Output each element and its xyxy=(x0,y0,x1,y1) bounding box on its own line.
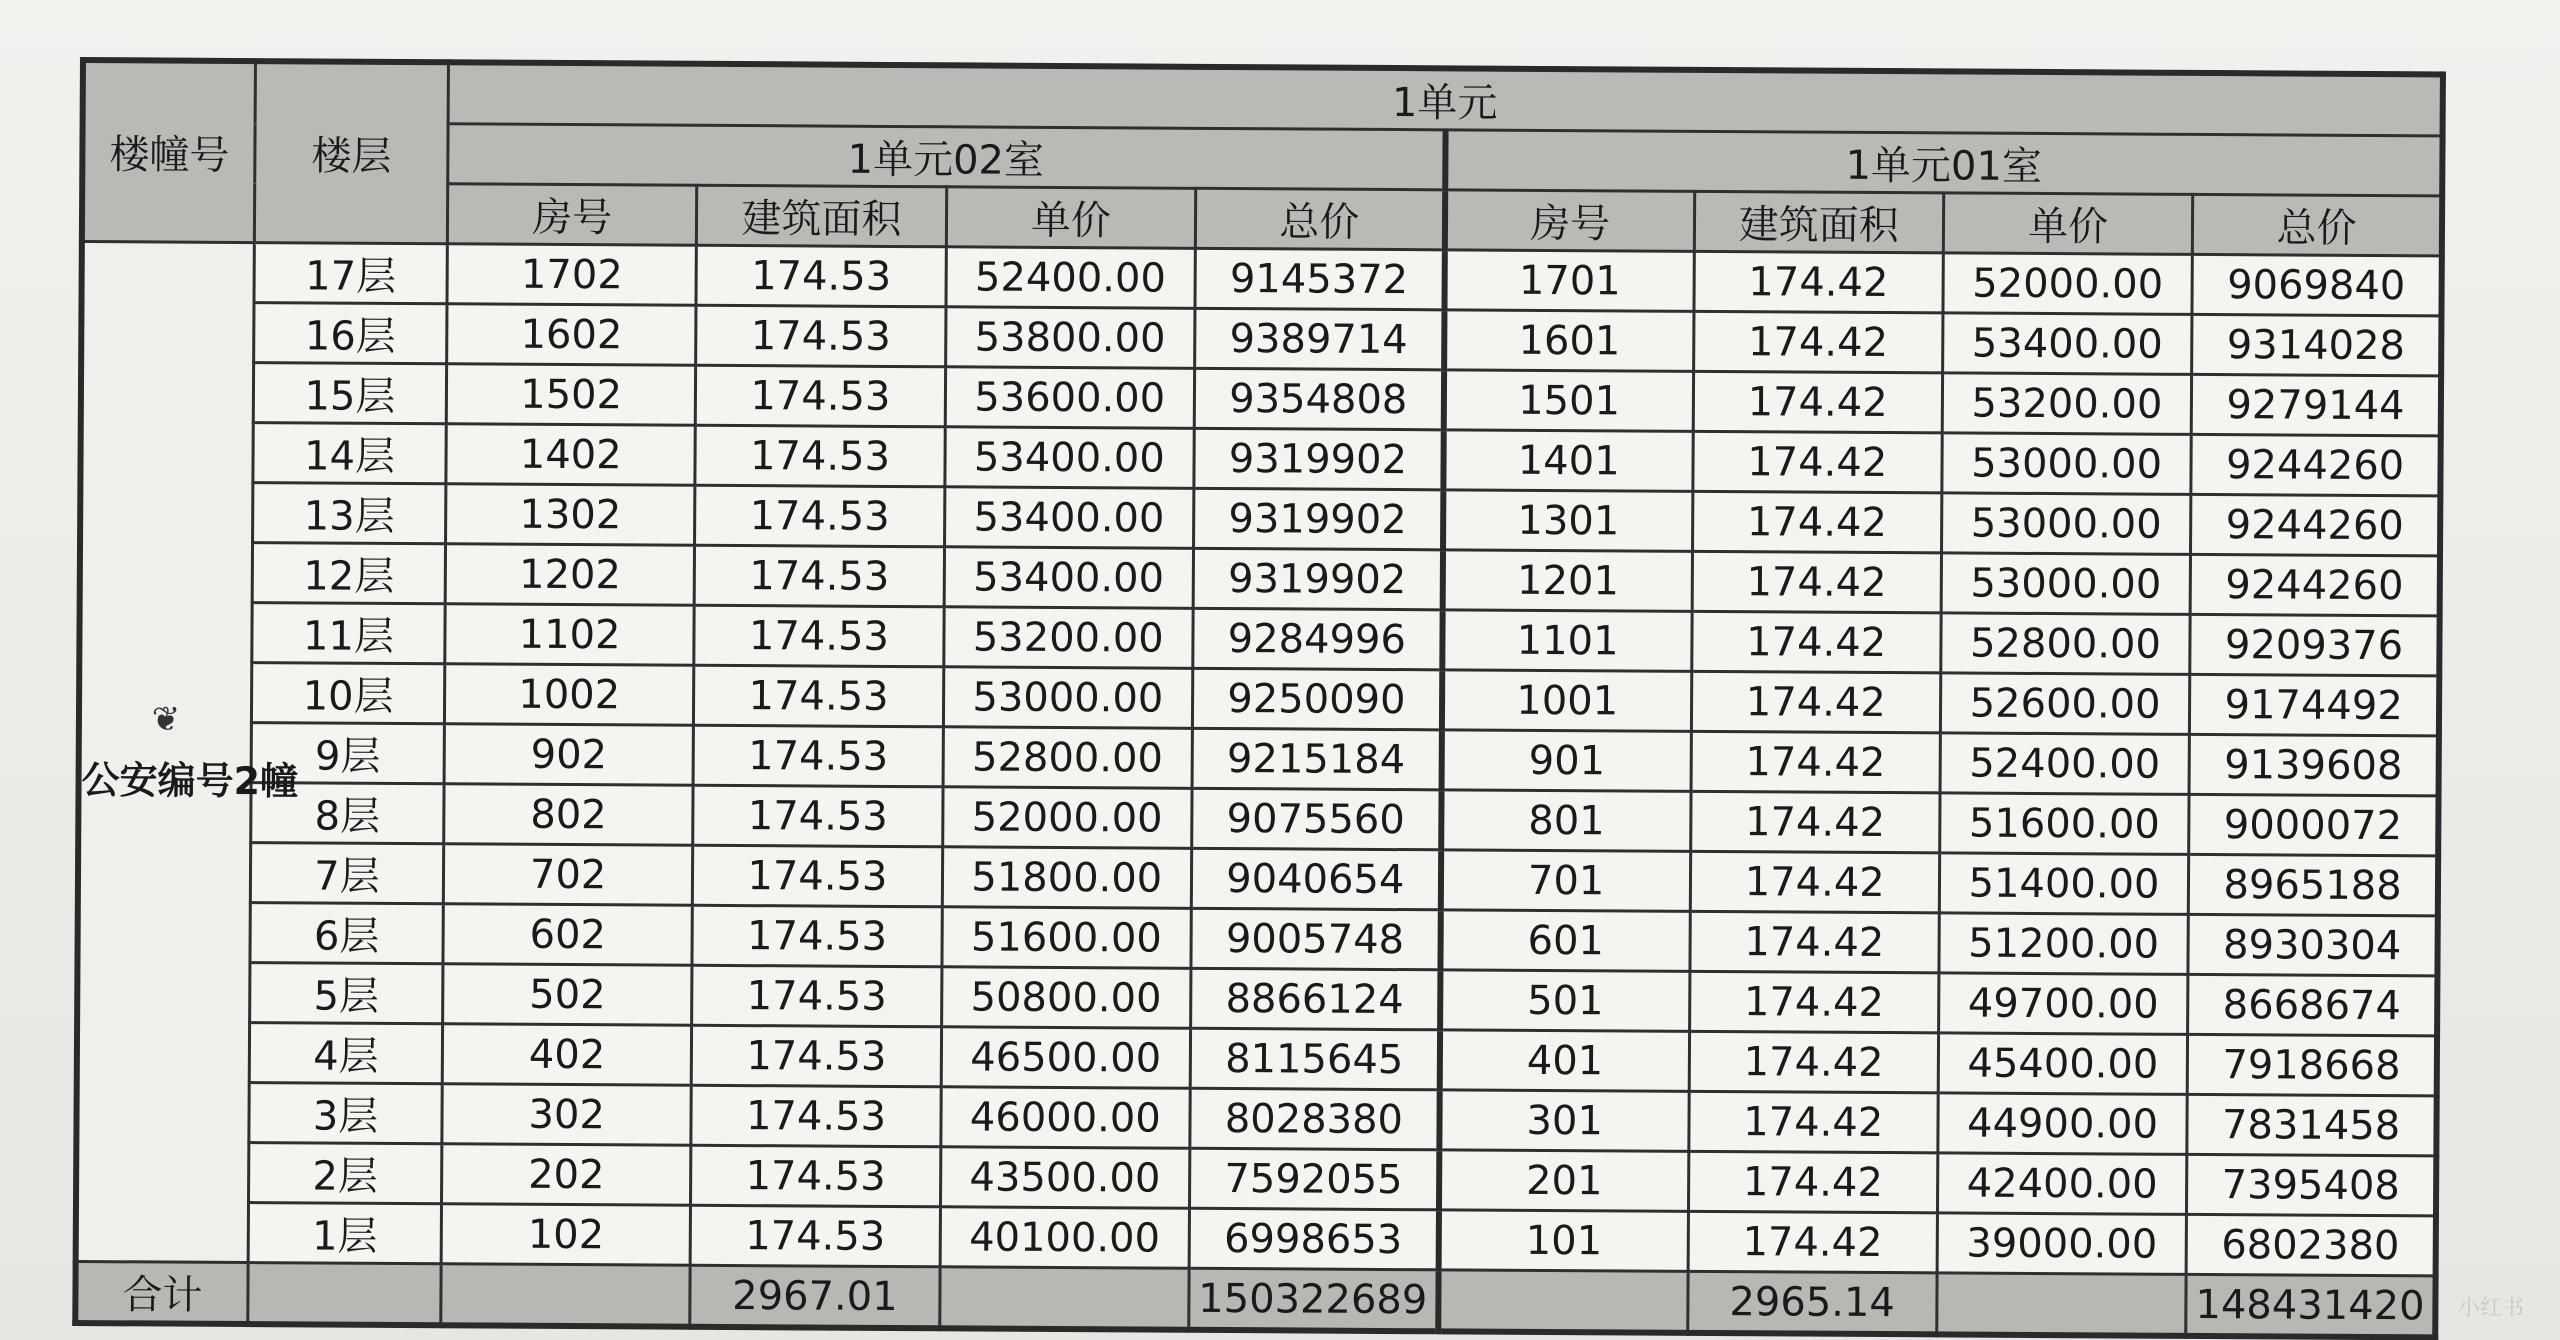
cell-unit-price: 53200.00 xyxy=(943,607,1193,669)
cell-unit-price: 53400.00 xyxy=(945,427,1195,489)
cell-unit-price: 53000.00 xyxy=(1941,493,2191,555)
cell-area: 174.42 xyxy=(1688,1211,1938,1273)
cell-unit-price: 52000.00 xyxy=(1943,253,2193,315)
cell-total-price: 8668674 xyxy=(2188,974,2438,1036)
floor-cell: 2层 xyxy=(249,1143,442,1204)
total-label: 合计 xyxy=(75,1261,248,1324)
total-empty xyxy=(441,1264,691,1327)
cell-total-price: 9075560 xyxy=(1192,788,1442,850)
cell-area: 174.53 xyxy=(694,545,944,607)
cell-area: 174.53 xyxy=(694,605,944,667)
cell-area: 174.53 xyxy=(696,365,946,427)
cell-unit-price: 52800.00 xyxy=(943,727,1193,789)
total-row xyxy=(75,1261,2435,1337)
cell-total-price: 9174492 xyxy=(2190,674,2440,736)
cell-area: 174.53 xyxy=(695,485,945,547)
cell-unit-price: 53000.00 xyxy=(943,667,1193,729)
cell-total-price: 9215184 xyxy=(1192,728,1442,790)
cell-unit-price: 52400.00 xyxy=(946,247,1196,309)
header-col-total-price: 总价 xyxy=(2193,194,2443,256)
header-col-unit-price: 单价 xyxy=(946,187,1196,249)
header-room-02: 1单元02室 xyxy=(448,124,1446,190)
cell-area: 174.53 xyxy=(694,665,944,727)
total-empty xyxy=(1438,1270,1688,1333)
cell-room-no: 301 xyxy=(1439,1090,1689,1152)
cell-area: 174.42 xyxy=(1688,1091,1938,1153)
cell-room-no: 1302 xyxy=(446,484,696,546)
cell-total-price: 9354808 xyxy=(1194,368,1444,430)
cell-room-no: 801 xyxy=(1441,790,1691,852)
header-floor: 楼层 xyxy=(254,61,448,244)
cell-room-no: 701 xyxy=(1441,850,1691,912)
cell-total-price: 8866124 xyxy=(1191,968,1441,1030)
cell-area: 174.42 xyxy=(1691,671,1941,733)
cell-area: 174.42 xyxy=(1690,851,1940,913)
cell-total-price: 6998653 xyxy=(1189,1208,1439,1270)
cell-unit-price: 51400.00 xyxy=(1939,853,2189,915)
cell-unit-price: 51600.00 xyxy=(1940,793,2190,855)
cell-unit-price: 44900.00 xyxy=(1938,1093,2188,1155)
floor-cell: 4层 xyxy=(249,1023,442,1084)
header-col-area: 建筑面积 xyxy=(1694,191,1944,253)
floor-cell: 10层 xyxy=(251,663,444,724)
cell-unit-price: 45400.00 xyxy=(1938,1033,2188,1095)
cell-area: 174.53 xyxy=(695,425,945,487)
cell-room-no: 102 xyxy=(441,1204,691,1266)
floor-cell: 16层 xyxy=(254,303,447,364)
cell-unit-price: 53200.00 xyxy=(1942,373,2192,435)
cell-room-no: 1301 xyxy=(1443,490,1693,552)
floor-cell: 6层 xyxy=(250,903,443,964)
header-col-unit-price: 单价 xyxy=(1943,193,2193,255)
floor-cell: 7层 xyxy=(250,843,443,904)
cell-room-no: 1401 xyxy=(1443,430,1693,492)
cell-area: 174.53 xyxy=(696,245,946,307)
table-body xyxy=(76,242,2442,1276)
cell-total-price: 9040654 xyxy=(1191,848,1441,910)
cell-room-no: 1001 xyxy=(1442,670,1692,732)
cell-room-no: 1202 xyxy=(445,544,695,606)
cell-total-price: 9279144 xyxy=(2191,374,2441,436)
cell-area: 174.53 xyxy=(693,785,943,847)
cell-total-price: 9319902 xyxy=(1194,428,1444,490)
cell-total-price: 9139608 xyxy=(2189,734,2439,796)
cell-total-price: 9319902 xyxy=(1193,488,1443,550)
floor-cell: 15层 xyxy=(253,363,446,424)
floor-cell: 1层 xyxy=(248,1203,441,1264)
cell-total-price: 8930304 xyxy=(2188,914,2438,976)
cell-total-price: 9069840 xyxy=(2192,254,2442,316)
cell-area: 174.42 xyxy=(1692,551,1942,613)
header-col-room-no: 房号 xyxy=(447,184,697,246)
cell-room-no: 401 xyxy=(1439,1030,1689,1092)
cell-unit-price: 53400.00 xyxy=(944,547,1194,609)
cell-room-no: 901 xyxy=(1441,730,1691,792)
cell-area: 174.53 xyxy=(693,845,943,907)
floor-cell: 17层 xyxy=(254,243,447,304)
cell-room-no: 1502 xyxy=(446,364,696,426)
stamp-icon: ❦ xyxy=(151,699,181,740)
cell-unit-price: 51800.00 xyxy=(942,847,1192,909)
cell-room-no: 502 xyxy=(443,964,693,1026)
cell-area: 174.53 xyxy=(691,1085,941,1147)
cell-unit-price: 52000.00 xyxy=(942,787,1192,849)
watermark: 小红书 xyxy=(2457,1296,2524,1321)
total-area-01: 2965.14 xyxy=(1687,1271,1937,1334)
total-empty xyxy=(939,1267,1189,1330)
building-name: 公安编号2幢 xyxy=(81,758,299,804)
cell-area: 174.42 xyxy=(1690,791,1940,853)
cell-area: 174.42 xyxy=(1691,731,1941,793)
cell-area: 174.53 xyxy=(693,725,943,787)
cell-area: 174.42 xyxy=(1693,371,1943,433)
cell-area: 174.42 xyxy=(1689,1031,1939,1093)
total-empty xyxy=(1937,1273,2187,1336)
cell-room-no: 1501 xyxy=(1443,370,1693,432)
cell-unit-price: 46500.00 xyxy=(941,1027,1191,1089)
price-table xyxy=(72,57,2446,1340)
cell-room-no: 702 xyxy=(443,844,693,906)
cell-total-price: 9314028 xyxy=(2192,314,2442,376)
cell-room-no: 601 xyxy=(1440,910,1690,972)
cell-room-no: 1101 xyxy=(1442,610,1692,672)
cell-unit-price: 52600.00 xyxy=(1940,673,2190,735)
header-col-total-price: 总价 xyxy=(1195,188,1445,250)
cell-total-price: 9244260 xyxy=(2191,494,2441,556)
floor-cell: 11层 xyxy=(252,603,445,664)
cell-total-price: 9244260 xyxy=(2190,554,2440,616)
cell-area: 174.42 xyxy=(1693,311,1943,373)
total-price-01: 148431420 xyxy=(2186,1274,2436,1337)
cell-total-price: 7918668 xyxy=(2187,1034,2437,1096)
cell-unit-price: 51600.00 xyxy=(942,907,1192,969)
cell-total-price: 9244260 xyxy=(2191,434,2441,496)
cell-unit-price: 53600.00 xyxy=(945,367,1195,429)
cell-unit-price: 49700.00 xyxy=(1938,973,2188,1035)
cell-total-price: 7395408 xyxy=(2187,1154,2437,1216)
cell-room-no: 1201 xyxy=(1442,550,1692,612)
floor-cell: 9层 xyxy=(251,723,444,784)
cell-area: 174.42 xyxy=(1689,971,1939,1033)
cell-room-no: 902 xyxy=(444,724,694,786)
floor-cell: 5层 xyxy=(250,963,443,1024)
cell-area: 174.42 xyxy=(1692,491,1942,553)
cell-area: 174.53 xyxy=(690,1205,940,1267)
cell-unit-price: 42400.00 xyxy=(1937,1153,2187,1215)
total-area-02: 2967.01 xyxy=(690,1265,940,1328)
cell-room-no: 101 xyxy=(1438,1210,1688,1272)
cell-area: 174.42 xyxy=(1691,611,1941,673)
cell-room-no: 602 xyxy=(443,904,693,966)
floor-cell: 14层 xyxy=(253,423,446,484)
header-building-no: 楼幢号 xyxy=(82,60,256,243)
cell-room-no: 1102 xyxy=(445,604,695,666)
cell-unit-price: 53000.00 xyxy=(1942,433,2192,495)
cell-room-no: 201 xyxy=(1439,1150,1689,1212)
cell-room-no: 1702 xyxy=(447,244,697,306)
cell-area: 174.53 xyxy=(692,905,942,967)
cell-total-price: 9005748 xyxy=(1191,908,1441,970)
cell-area: 174.53 xyxy=(691,1145,941,1207)
header-col-room-no: 房号 xyxy=(1445,190,1695,252)
cell-unit-price: 40100.00 xyxy=(940,1207,1190,1269)
cell-room-no: 1701 xyxy=(1444,250,1694,312)
cell-unit-price: 46000.00 xyxy=(940,1087,1190,1149)
cell-area: 174.42 xyxy=(1694,251,1944,313)
cell-area: 174.53 xyxy=(696,305,946,367)
cell-total-price: 8028380 xyxy=(1190,1088,1440,1150)
cell-total-price: 9145372 xyxy=(1195,248,1445,310)
cell-room-no: 1002 xyxy=(444,664,694,726)
cell-unit-price: 53800.00 xyxy=(945,307,1195,369)
cell-area: 174.42 xyxy=(1690,911,1940,973)
cell-total-price: 8965188 xyxy=(2188,854,2438,916)
cell-unit-price: 43500.00 xyxy=(940,1147,1190,1209)
cell-unit-price: 50800.00 xyxy=(941,967,1191,1029)
cell-total-price: 8115645 xyxy=(1190,1028,1440,1090)
cell-total-price: 9284996 xyxy=(1193,608,1443,670)
cell-area: 174.53 xyxy=(692,1025,942,1087)
cell-room-no: 802 xyxy=(444,784,694,846)
cell-total-price: 6802380 xyxy=(2186,1214,2436,1276)
cell-total-price: 7831458 xyxy=(2187,1094,2437,1156)
floor-cell: 13层 xyxy=(253,483,446,544)
cell-room-no: 202 xyxy=(442,1144,692,1206)
cell-room-no: 1602 xyxy=(447,304,697,366)
cell-total-price: 9000072 xyxy=(2189,794,2439,856)
header-unit: 1单元 xyxy=(448,62,2443,136)
cell-room-no: 501 xyxy=(1440,970,1690,1032)
cell-unit-price: 53000.00 xyxy=(1941,553,2191,615)
cell-room-no: 302 xyxy=(442,1084,692,1146)
total-price-02: 150322689 xyxy=(1189,1268,1439,1331)
cell-room-no: 402 xyxy=(442,1024,692,1086)
cell-total-price: 7592055 xyxy=(1189,1148,1439,1210)
cell-total-price: 9209376 xyxy=(2190,614,2440,676)
cell-area: 174.42 xyxy=(1692,431,1942,493)
cell-unit-price: 53400.00 xyxy=(944,487,1194,549)
header-room-01: 1单元01室 xyxy=(1445,130,2443,196)
cell-room-no: 1402 xyxy=(446,424,696,486)
cell-area: 174.53 xyxy=(692,965,942,1027)
cell-total-price: 9389714 xyxy=(1195,308,1445,370)
cell-unit-price: 52400.00 xyxy=(1940,733,2190,795)
cell-unit-price: 52800.00 xyxy=(1941,613,2191,675)
cell-unit-price: 51200.00 xyxy=(1939,913,2189,975)
floor-cell: 12层 xyxy=(252,543,445,604)
building-cell xyxy=(76,242,299,1263)
header-col-area: 建筑面积 xyxy=(697,185,947,247)
total-empty xyxy=(248,1263,441,1326)
cell-unit-price: 53400.00 xyxy=(1942,313,2192,375)
cell-total-price: 9250090 xyxy=(1192,668,1442,730)
cell-area: 174.42 xyxy=(1688,1151,1938,1213)
cell-total-price: 9319902 xyxy=(1193,548,1443,610)
cell-room-no: 1601 xyxy=(1444,310,1694,372)
floor-cell: 8层 xyxy=(251,783,444,844)
floor-cell: 3层 xyxy=(249,1083,442,1144)
cell-unit-price: 39000.00 xyxy=(1937,1213,2187,1275)
